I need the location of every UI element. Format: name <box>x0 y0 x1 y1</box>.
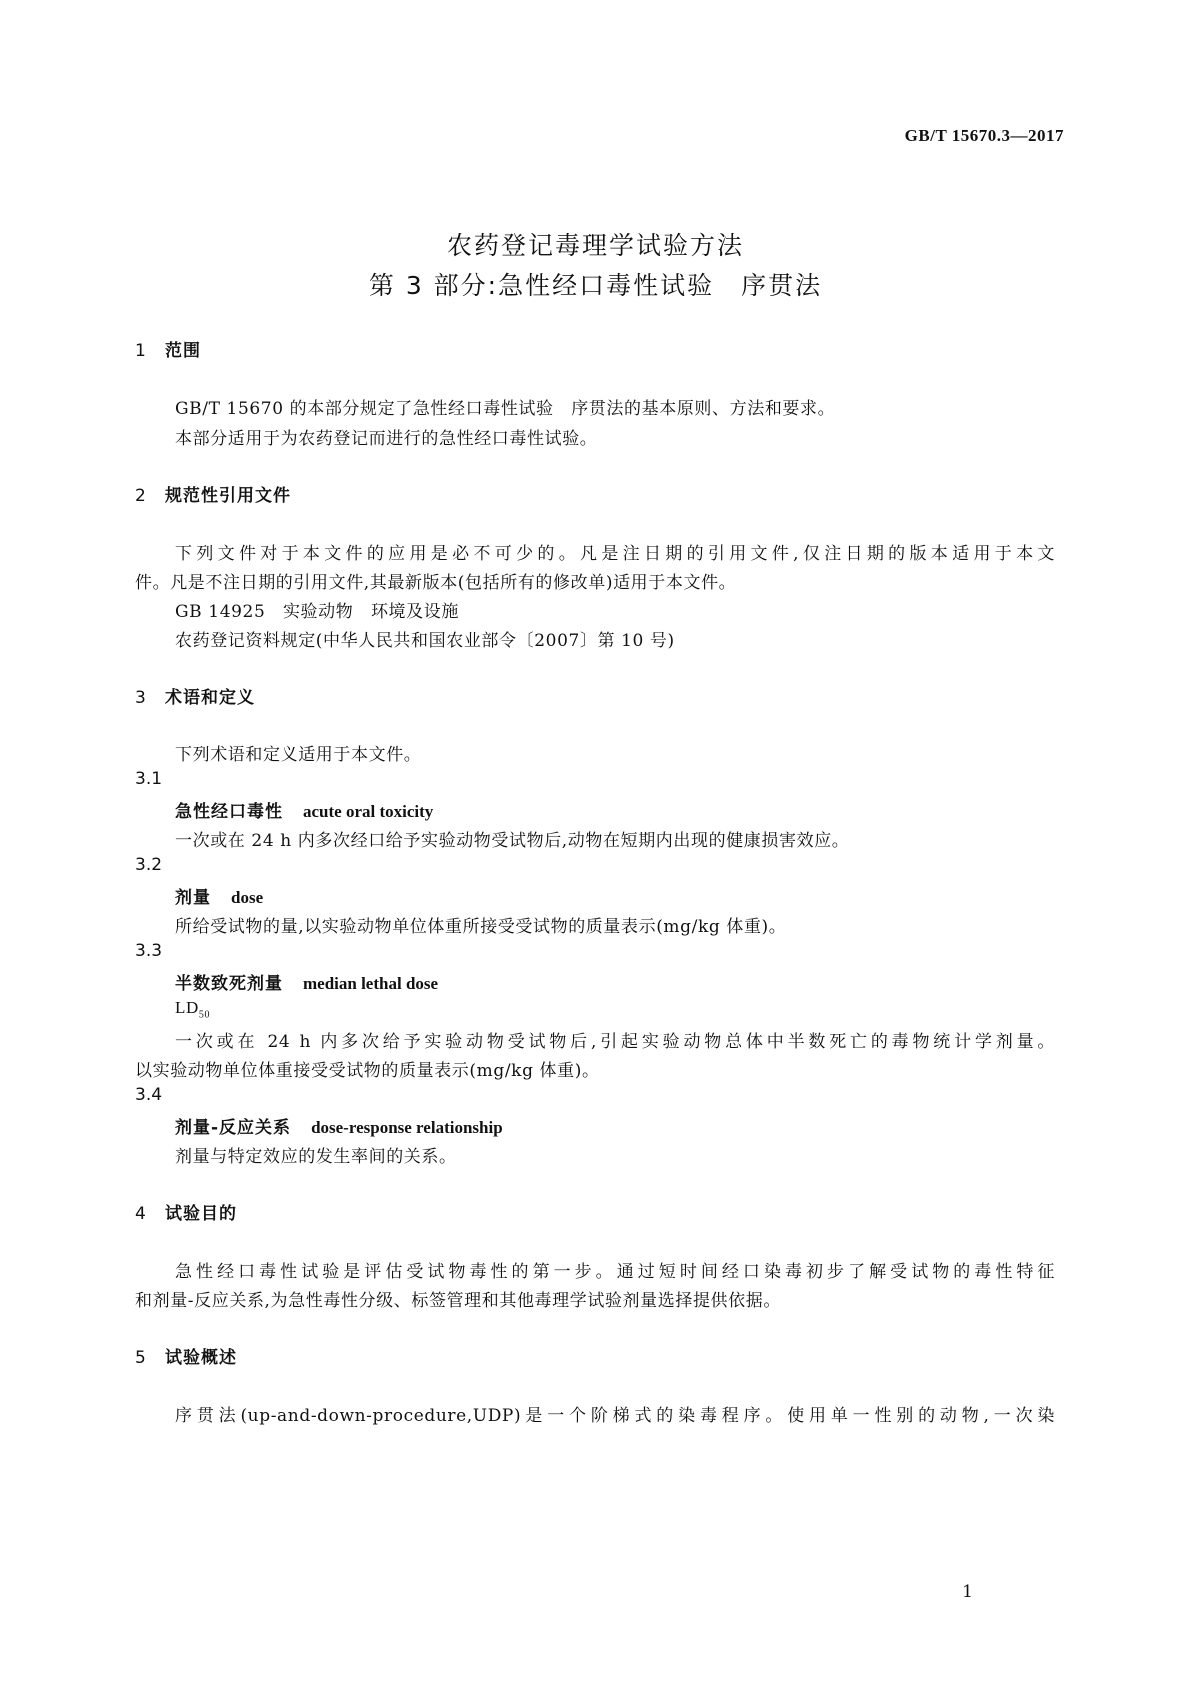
abbr-ld-subscript: 50 <box>198 1009 211 1021</box>
section-4-paragraph-line2: 和剂量-反应关系,为急性毒性分级、标签管理和其他毒理学试验剂量选择提供依据。 <box>135 1291 781 1311</box>
clause-3-3-number: 3.3 <box>135 941 163 961</box>
section-2-paragraph-line1: 下列文件对于本文件的应用是必不可少的。凡是注日期的引用文件,仅注日期的版本适用于本文 <box>175 544 1055 564</box>
section-4-title: 试验目的 <box>165 1204 237 1224</box>
section-1-heading <box>135 336 201 361</box>
section-1-paragraph-1: GB/T 15670 的本部分规定了急性经口毒性试验 序贯法的基本原则、方法和要求。 <box>175 399 836 419</box>
term-3-3-en: median lethal dose <box>303 974 439 993</box>
reference-pesticide-registration: 农药登记资料规定(中华人民共和国农业部令〔2007〕第 10 号) <box>175 631 675 651</box>
section-2-number: 2 <box>135 486 147 506</box>
standard-number: GB/T 15670.3—2017 <box>904 126 1064 145</box>
term-3-3-definition-line1: 一次或在 24 h 内多次给予实验动物受试物后,引起实验动物总体中半数死亡的毒物统计学剂量。 <box>175 1032 1055 1052</box>
clause-3-4-number: 3.4 <box>135 1085 163 1105</box>
section-5-paragraph-line1: 序贯法(up-and-down-procedure,UDP)是一个阶梯式的染毒程序。使用单一性别的动物,一次染 <box>175 1406 1055 1426</box>
page-number: 1 <box>962 1582 973 1602</box>
clause-3-1-number: 3.1 <box>135 769 163 789</box>
document-title-line2: 第 3 部分:急性经口毒性试验 序贯法 <box>368 271 823 300</box>
term-3-3-abbreviation <box>175 998 210 1020</box>
term-3-3-definition-line2: 以实验动物单位体重接受受试物的质量表示(mg/kg 体重)。 <box>135 1061 600 1081</box>
term-3-1-en: acute oral toxicity <box>303 802 434 821</box>
term-3-4-zh: 剂量-反应关系 <box>175 1118 292 1138</box>
term-3-4 <box>175 1113 503 1138</box>
term-3-2-definition: 所给受试物的量,以实验动物单位体重所接受受试物的质量表示(mg/kg 体重)。 <box>175 917 787 937</box>
clause-3-2-number: 3.2 <box>135 855 163 875</box>
section-3-heading <box>135 683 255 708</box>
section-5-title: 试验概述 <box>165 1348 237 1368</box>
section-5-heading <box>135 1343 237 1368</box>
document-title-line1: 农药登记毒理学试验方法 <box>446 231 744 260</box>
section-2-paragraph-line2: 件。凡是不注日期的引用文件,其最新版本(包括所有的修改单)适用于本文件。 <box>135 573 737 593</box>
section-5-number: 5 <box>135 1348 147 1368</box>
term-3-1-definition: 一次或在 24 h 内多次经口给予实验动物受试物后,动物在短期内出现的健康损害效应。 <box>175 831 850 851</box>
term-3-2-en: dose <box>231 888 264 907</box>
term-3-1-zh: 急性经口毒性 <box>175 802 283 822</box>
term-3-1 <box>175 797 433 822</box>
section-3-number: 3 <box>135 688 147 708</box>
term-3-4-definition: 剂量与特定效应的发生率间的关系。 <box>175 1147 457 1167</box>
section-3-title: 术语和定义 <box>165 688 255 708</box>
reference-gb14925: GB 14925 实验动物 环境及设施 <box>175 602 459 622</box>
abbr-ld: LD <box>175 998 199 1017</box>
section-3-intro: 下列术语和定义适用于本文件。 <box>175 745 422 765</box>
section-4-number: 4 <box>135 1204 147 1224</box>
term-3-4-en: dose-response relationship <box>311 1118 503 1137</box>
section-4-paragraph-line1: 急性经口毒性试验是评估受试物毒性的第一步。通过短时间经口染毒初步了解受试物的毒性特征 <box>175 1262 1055 1282</box>
section-4-heading <box>135 1199 237 1224</box>
term-3-2 <box>175 883 263 908</box>
section-1-title: 范围 <box>165 341 201 361</box>
section-1-number: 1 <box>135 341 147 361</box>
section-2-title: 规范性引用文件 <box>165 486 291 506</box>
term-3-3-zh: 半数致死剂量 <box>175 974 283 994</box>
section-2-heading <box>135 481 291 506</box>
term-3-3 <box>175 969 438 994</box>
section-1-paragraph-2: 本部分适用于为农药登记而进行的急性经口毒性试验。 <box>175 429 598 449</box>
term-3-2-zh: 剂量 <box>175 888 211 908</box>
